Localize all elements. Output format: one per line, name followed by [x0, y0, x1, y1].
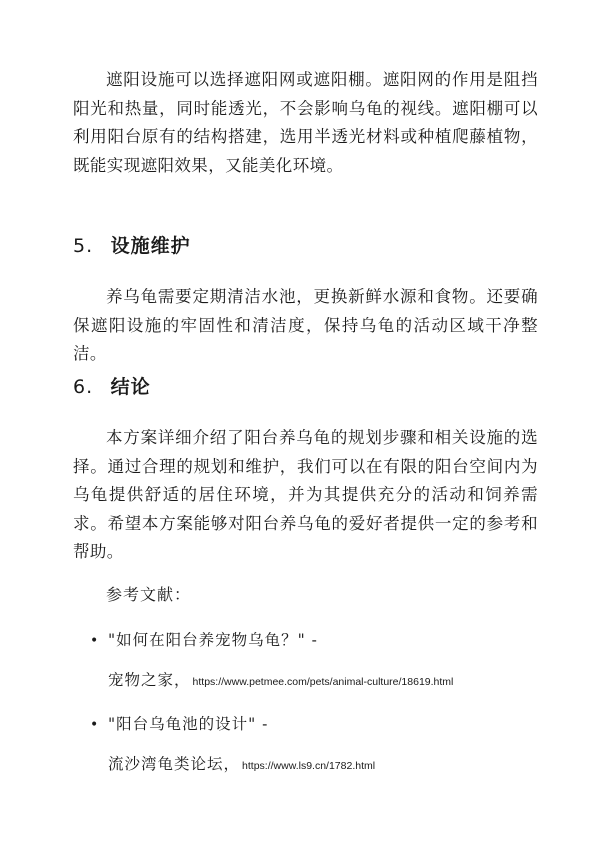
section-5-number: 5. — [73, 235, 94, 257]
reference-source — [108, 668, 453, 690]
reference-source-name: 宠物之家， — [108, 671, 191, 689]
shade-facilities-paragraph: 遮阳设施可以选择遮阳网或遮阳棚。遮阳网的作用是阻挡阳光和热量，同时能透光，不会影响乌龟的视线。遮阳棚可以利用阳台原有的结构搭建，选用半透光材料或种植爬藤植物，既能实现遮阳效果，又能美化环境。 — [73, 70, 538, 175]
reference-title: "阳台乌龟池的设计" - — [108, 715, 269, 733]
maintenance-paragraph: 养乌龟需要定期清洁水池，更换新鲜水源和食物。还要确保遮阳设施的牢固性和清洁度，保持乌龟的活动区域干净整洁。 — [73, 287, 538, 364]
section-6-title: 结论 — [110, 376, 151, 398]
reference-url[interactable]: https://www.ls9.cn/1782.html — [242, 760, 376, 772]
section-6-heading — [73, 372, 151, 399]
section-5-title: 设施维护 — [110, 235, 191, 257]
bullet-icon: • — [90, 633, 99, 649]
reference-url[interactable]: https://www.petmee.com/pets/animal-culture/18619.html — [192, 676, 454, 688]
section-5-heading — [73, 231, 191, 258]
references-label: 参考文献： — [106, 585, 192, 604]
reference-source-name: 流沙湾龟类论坛， — [108, 755, 241, 773]
conclusion-paragraph: 本方案详细介绍了阳台养乌龟的规划步骤和相关设施的选择。通过合理的规划和维护，我们可以在有限的阳台空间内为乌龟提供舒适的居住环境，并为其提供充分的活动和饲养需求。希望本方案能够对阳台养乌龟的爱好者提供一定的参考和帮助。 — [73, 428, 538, 562]
reference-title: "如何在阳台养宠物乌龟？" - — [108, 631, 318, 649]
reference-source — [108, 752, 375, 774]
bullet-icon: • — [90, 717, 99, 733]
section-6-number: 6. — [73, 376, 94, 398]
